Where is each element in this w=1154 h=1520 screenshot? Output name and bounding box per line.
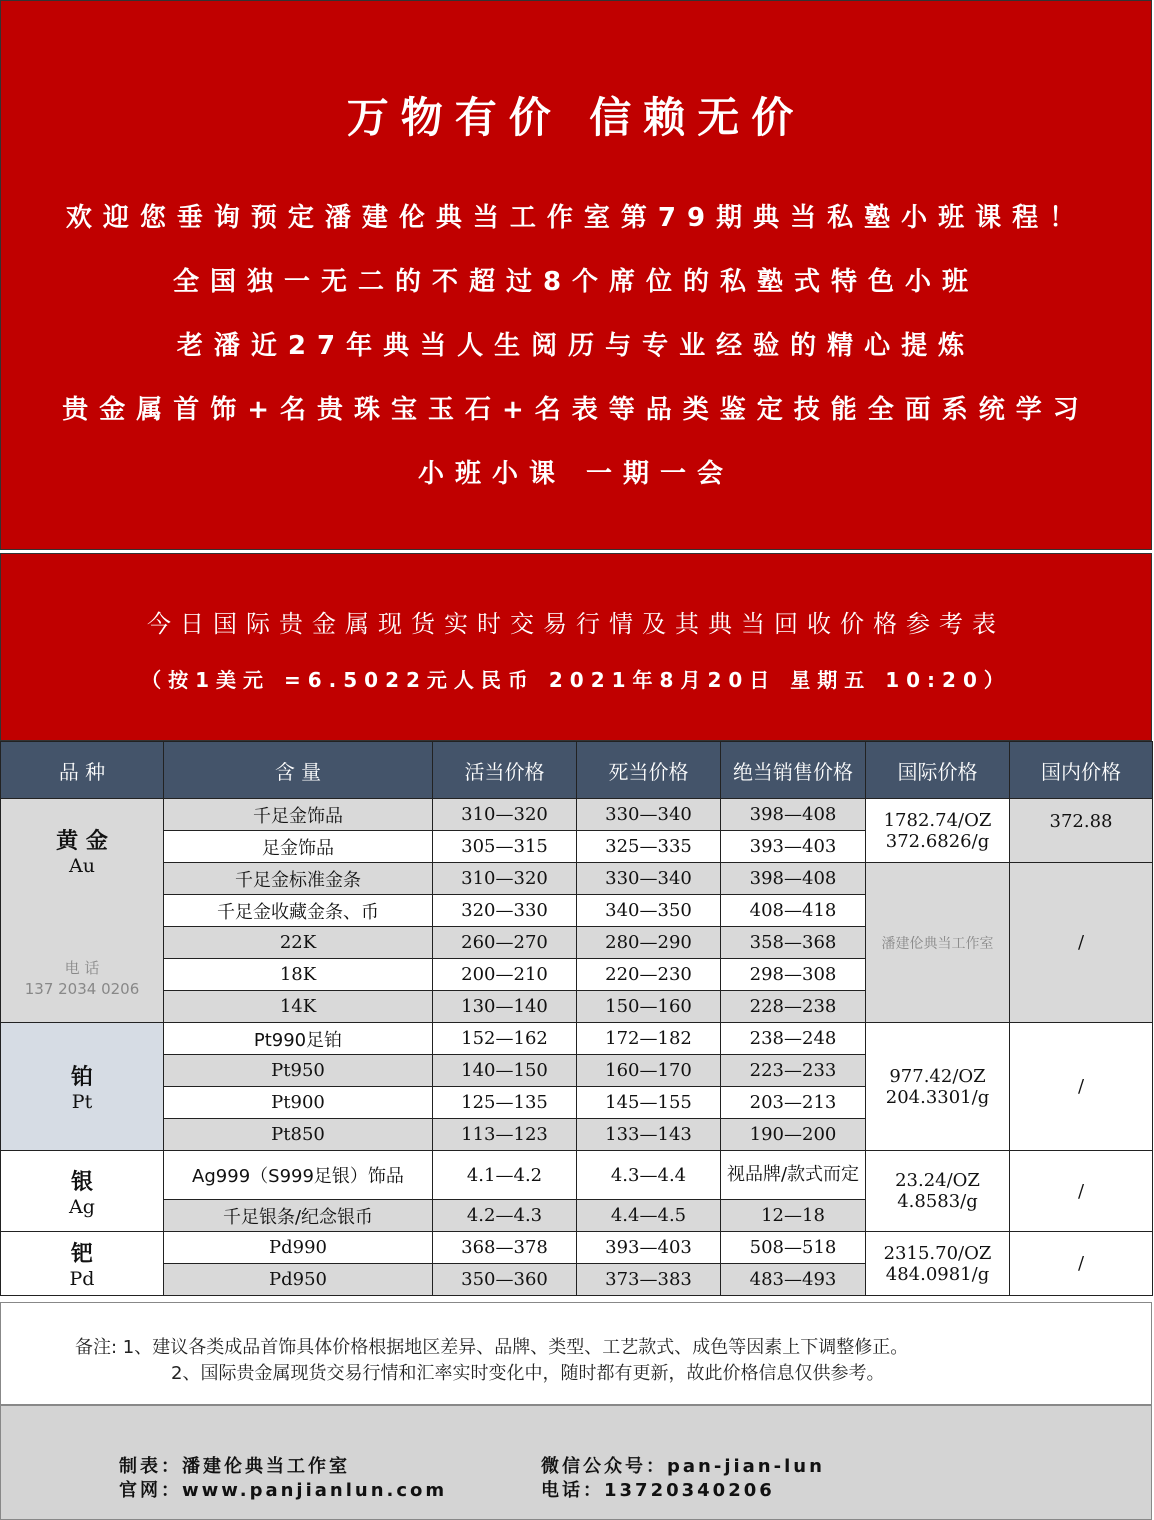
domestic-price-cell: /: [1010, 1232, 1153, 1296]
sale-price-cell: 298—308: [721, 959, 866, 991]
notes-section: [0, 1302, 1152, 1405]
sale-price-cell: 203—213: [721, 1087, 866, 1119]
content-cell: 足金饰品: [164, 831, 433, 863]
table-header-row: [1, 742, 1153, 799]
dead-price-cell: 220—230: [577, 959, 721, 991]
intl-price-gram: 4.8583/g: [897, 1191, 978, 1212]
dead-price-cell: 160—170: [577, 1055, 721, 1087]
report-subtitle: （按1美元 =6.5022元人民币 2021年8月20日 星期五 10:20）: [141, 668, 1011, 692]
sale-price-cell: 398—408: [721, 799, 866, 831]
category-symbol: Pt: [71, 1091, 93, 1113]
live-price-cell: 310—320: [433, 799, 577, 831]
table-row: [1, 1232, 1153, 1264]
content-cell: Pt990足铂: [164, 1023, 433, 1055]
dead-price-cell: 373—383: [577, 1264, 721, 1296]
promo-line-4: 贵金属首饰+名贵珠宝玉石+名表等品类鉴定技能全面系统学习: [62, 395, 1090, 425]
content-cell: Pt950: [164, 1055, 433, 1087]
dead-price-cell: 4.3—4.4: [577, 1151, 721, 1200]
content-cell: 千足银条/纪念银币: [164, 1200, 433, 1232]
content-cell: Pd950: [164, 1264, 433, 1296]
promo-banner: [0, 0, 1152, 550]
table-row: [1, 799, 1153, 831]
sale-price-cell: 12—18: [721, 1200, 866, 1232]
sale-price-cell: 238—248: [721, 1023, 866, 1055]
intl-price-gram: 484.0981/g: [885, 1263, 990, 1285]
live-price-cell: 130—140: [433, 991, 577, 1023]
category-name: 银: [70, 1169, 93, 1195]
sale-price-cell: 视品牌/款式而定: [721, 1151, 866, 1200]
header-intl-price: 国际价格: [866, 742, 1010, 799]
live-price-cell: 350—360: [433, 1264, 577, 1296]
dead-price-cell: 150—160: [577, 991, 721, 1023]
live-price-cell: 152—162: [433, 1023, 577, 1055]
category-silver: [1, 1151, 164, 1232]
domestic-price-cell: /: [1010, 863, 1153, 1023]
sale-price-cell: 190—200: [721, 1119, 866, 1151]
category-symbol: Pd: [69, 1268, 95, 1290]
content-cell: Pt850: [164, 1119, 433, 1151]
phone-label: 电 话: [64, 958, 100, 977]
domestic-price-cell: /: [1010, 1151, 1153, 1232]
footer: [0, 1405, 1152, 1520]
category-symbol: Au: [69, 854, 95, 877]
content-cell: Ag999（S999足银）饰品: [164, 1151, 433, 1200]
motto-heading: 万物有价 信赖无价: [346, 93, 806, 142]
intl-price-cell: [866, 1232, 1010, 1296]
sale-price-cell: 508—518: [721, 1232, 866, 1264]
content-cell: 18K: [164, 959, 433, 991]
live-price-cell: 260—270: [433, 927, 577, 959]
dead-price-cell: 172—182: [577, 1023, 721, 1055]
dead-price-cell: 145—155: [577, 1087, 721, 1119]
live-price-cell: 4.1—4.2: [433, 1151, 577, 1200]
intl-price-cell: [866, 1023, 1010, 1151]
category-name: 钯: [70, 1242, 93, 1267]
watermark-cell: 潘建伦典当工作室: [866, 863, 1010, 1023]
promo-line-1: 欢迎您垂询预定潘建伦典当工作室第79期典当私塾小班课程！: [65, 203, 1087, 233]
sale-price-cell: 398—408: [721, 863, 866, 895]
dead-price-cell: 280—290: [577, 927, 721, 959]
phone-number: 137 2034 0206: [24, 979, 140, 998]
sale-price-cell: 393—403: [721, 831, 866, 863]
header-variety: 品 种: [1, 742, 164, 799]
sale-price-cell: 223—233: [721, 1055, 866, 1087]
dead-price-cell: 393—403: [577, 1232, 721, 1264]
dead-price-cell: 325—335: [577, 831, 721, 863]
sale-price-cell: 483—493: [721, 1264, 866, 1296]
header-dead-pawn: 死当价格: [577, 742, 721, 799]
header-forfeit-sale: 绝当销售价格: [721, 742, 866, 799]
report-title: 今日国际贵金属现货实时交易行情及其典当回收价格参考表: [147, 610, 1005, 638]
promo-line-3: 老潘近27年典当人生阅历与专业经验的精心提炼: [176, 331, 976, 361]
table-row: [1, 1151, 1153, 1200]
domestic-price-cell: /: [1010, 1023, 1153, 1151]
intl-price-oz: 23.24/OZ: [895, 1170, 980, 1191]
note-line-2: 2、国际贵金属现货交易行情和汇率实时变化中，随时都有更新，故此价格信息仅供参考。: [171, 1363, 885, 1384]
footer-phone: 电话：13720340206: [541, 1480, 775, 1501]
category-symbol: Ag: [69, 1195, 95, 1218]
sale-price-cell: 228—238: [721, 991, 866, 1023]
domestic-price-cell: 372.88: [1010, 799, 1153, 863]
promo-line-5: 小班小课 一期一会: [417, 459, 735, 489]
sale-price-cell: 358—368: [721, 927, 866, 959]
price-table: [0, 741, 1153, 1296]
intl-price-oz: 977.42/OZ: [889, 1065, 986, 1087]
header-live-pawn: 活当价格: [433, 742, 577, 799]
intl-price-oz: 1782.74/OZ: [883, 809, 992, 831]
live-price-cell: 125—135: [433, 1087, 577, 1119]
intl-price-cell: [866, 799, 1010, 863]
sale-price-cell: 408—418: [721, 895, 866, 927]
intl-price-cell: [866, 1151, 1010, 1232]
content-cell: 千足金饰品: [164, 799, 433, 831]
content-cell: Pt900: [164, 1087, 433, 1119]
dead-price-cell: 330—340: [577, 799, 721, 831]
footer-maker: 制表：潘建伦典当工作室: [119, 1456, 350, 1477]
dead-price-cell: 133—143: [577, 1119, 721, 1151]
live-price-cell: 305—315: [433, 831, 577, 863]
category-gold: [1, 799, 164, 1023]
note-line-1: 备注: 1、建议各类成品首饰具体价格根据地区差异、品牌、类型、工艺款式、成色等因素上下调整修正。: [75, 1337, 909, 1358]
category-platinum: [1, 1023, 164, 1151]
dead-price-cell: 340—350: [577, 895, 721, 927]
content-cell: 千足金标准金条: [164, 863, 433, 895]
live-price-cell: 320—330: [433, 895, 577, 927]
footer-wechat: 微信公众号：pan-jian-lun: [541, 1456, 825, 1477]
dead-price-cell: 4.4—4.5: [577, 1200, 721, 1232]
live-price-cell: 200—210: [433, 959, 577, 991]
live-price-cell: 368—378: [433, 1232, 577, 1264]
header-content: 含 量: [164, 742, 433, 799]
footer-website: 官网：www.panjianlun.com: [119, 1480, 448, 1501]
report-title-band: [0, 553, 1152, 741]
live-price-cell: 113—123: [433, 1119, 577, 1151]
category-name: 铂: [70, 1065, 93, 1090]
table-row: [1, 1023, 1153, 1055]
live-price-cell: 310—320: [433, 863, 577, 895]
live-price-cell: 140—150: [433, 1055, 577, 1087]
content-cell: 22K: [164, 927, 433, 959]
content-cell: 千足金收藏金条、币: [164, 895, 433, 927]
intl-price-gram: 204.3301/g: [885, 1086, 990, 1108]
content-cell: 14K: [164, 991, 433, 1023]
intl-price-gram: 372.6826/g: [885, 830, 990, 852]
promo-line-2: 全国独一无二的不超过8个席位的私塾式特色小班: [172, 267, 980, 297]
dead-price-cell: 330—340: [577, 863, 721, 895]
live-price-cell: 4.2—4.3: [433, 1200, 577, 1232]
header-domestic-price: 国内价格: [1010, 742, 1153, 799]
intl-price-oz: 2315.70/OZ: [883, 1242, 992, 1264]
category-palladium: [1, 1232, 164, 1296]
table-row: [1, 863, 1153, 895]
category-name: 黄 金: [56, 828, 108, 854]
content-cell: Pd990: [164, 1232, 433, 1264]
